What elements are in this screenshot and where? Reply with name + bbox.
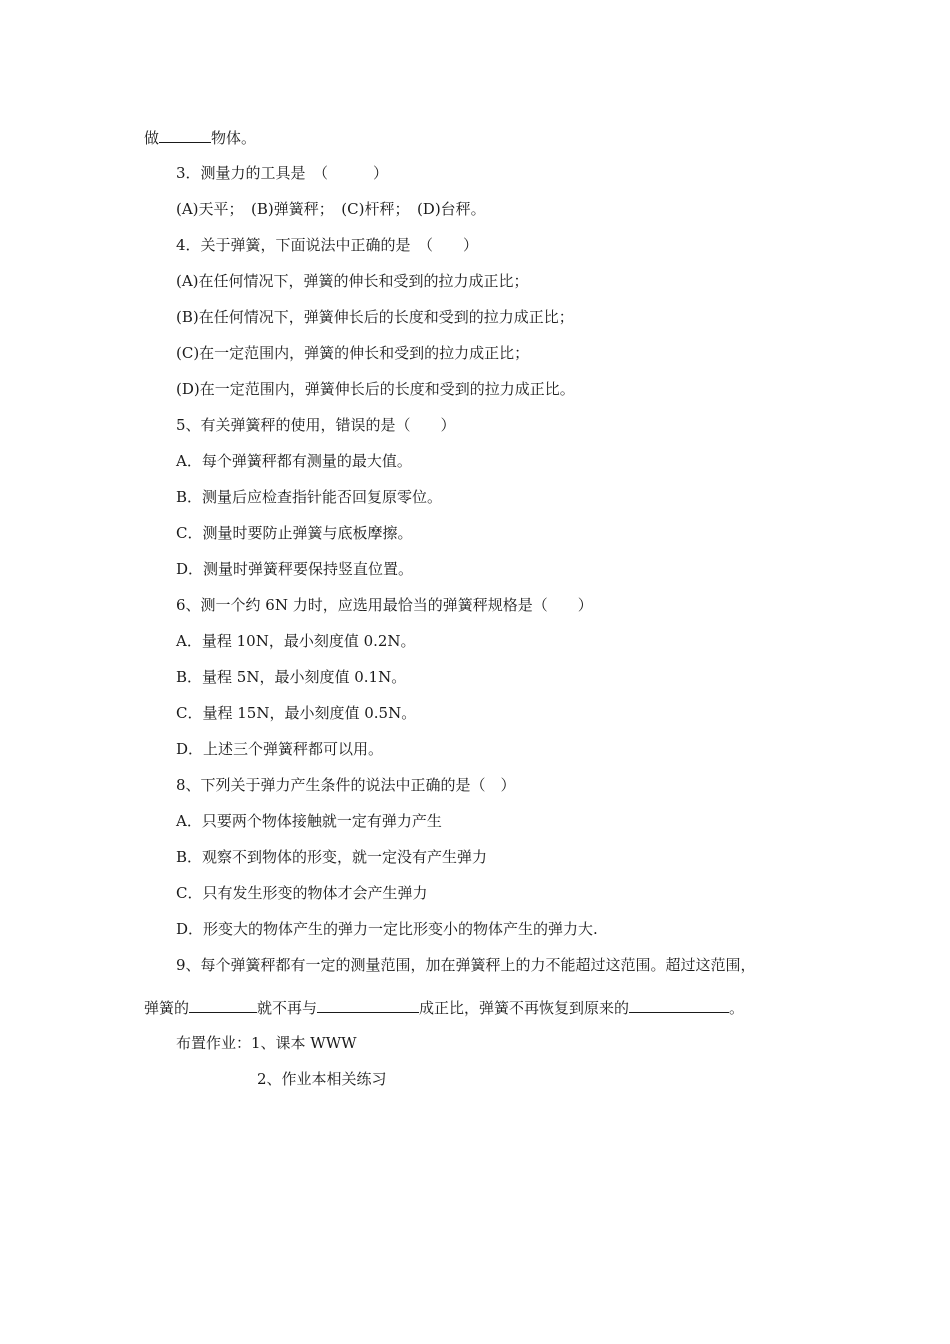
q9-blank-3[interactable] [629,997,729,1013]
q4-option-b: (B)在任何情况下，弹簧伸长后的长度和受到的拉力成正比； [176,308,574,326]
q2-suffix: 物体。 [211,129,257,147]
q6-option-b: B．量程 5N，最小刻度值 0.1N。 [176,668,407,686]
q8-option-d: D．形变大的物体产生的弹力一定比形变小的物体产生的弹力大. [176,920,598,938]
q3-stem: 3．测量力的工具是 （ ） [176,164,389,182]
q5-stem: 5、有关弹簧秤的使用，错误的是（ ） [176,416,456,434]
q4-option-d: (D)在一定范围内，弹簧伸长后的长度和受到的拉力成正比。 [176,380,575,398]
q9-line2 [144,997,744,1018]
q8-option-b: B．观察不到物体的形变，就一定没有产生弹力 [176,848,488,866]
q4-option-c: (C)在一定范围内，弹簧的伸长和受到的拉力成正比； [176,344,530,362]
q8-option-a: A．只要两个物体接触就一定有弹力产生 [176,812,442,830]
q5-option-a: A．每个弹簧秤都有测量的最大值。 [176,452,412,470]
q8-option-c: C．只有发生形变的物体才会产生弹力 [176,884,428,902]
q5-option-d: D．测量时弹簧秤要保持竖直位置。 [176,560,414,578]
q2-continuation [144,127,256,148]
q9-text-4: 。 [729,999,745,1017]
q9-blank-1[interactable] [189,997,257,1013]
q2-prefix: 做 [144,129,160,147]
homework-line2: 2、作业本相关练习 [257,1070,387,1088]
q9-blank-2[interactable] [317,997,419,1013]
q9-line1: 9、每个弹簧秤都有一定的测量范围，加在弹簧秤上的力不能超过这范围。超过这范围， [176,956,756,974]
q6-option-a: A．量程 10N，最小刻度值 0.2N。 [176,632,416,650]
q3-options: (A)天平； (B)弹簧秤； (C)杆秤； (D)台秤。 [176,200,486,218]
q6-stem: 6、测一个约 6N 力时，应选用最恰当的弹簧秤规格是（ ） [176,596,593,614]
q9-text-3: 成正比，弹簧不再恢复到原来的 [419,999,630,1017]
q4-stem: 4．关于弹簧，下面说法中正确的是 （ ） [176,236,479,254]
q6-option-c: C．量程 15N，最小刻度值 0.5N。 [176,704,417,722]
q4-option-a: (A)在任何情况下，弹簧的伸长和受到的拉力成正比； [176,272,529,290]
q2-answer-blank[interactable] [159,127,211,143]
q9-text-2: 就不再与 [257,999,318,1017]
q6-option-d: D．上述三个弹簧秤都可以用。 [176,740,384,758]
q9-text-1: 弹簧的 [144,999,190,1017]
q8-stem: 8、下列关于弹力产生条件的说法中正确的是（ ） [176,776,516,794]
q5-option-c: C．测量时要防止弹簧与底板摩擦。 [176,524,413,542]
q5-option-b: B．测量后应检查指针能否回复原零位。 [176,488,443,506]
homework-line1: 布置作业：1、课本 WWW [176,1034,357,1052]
